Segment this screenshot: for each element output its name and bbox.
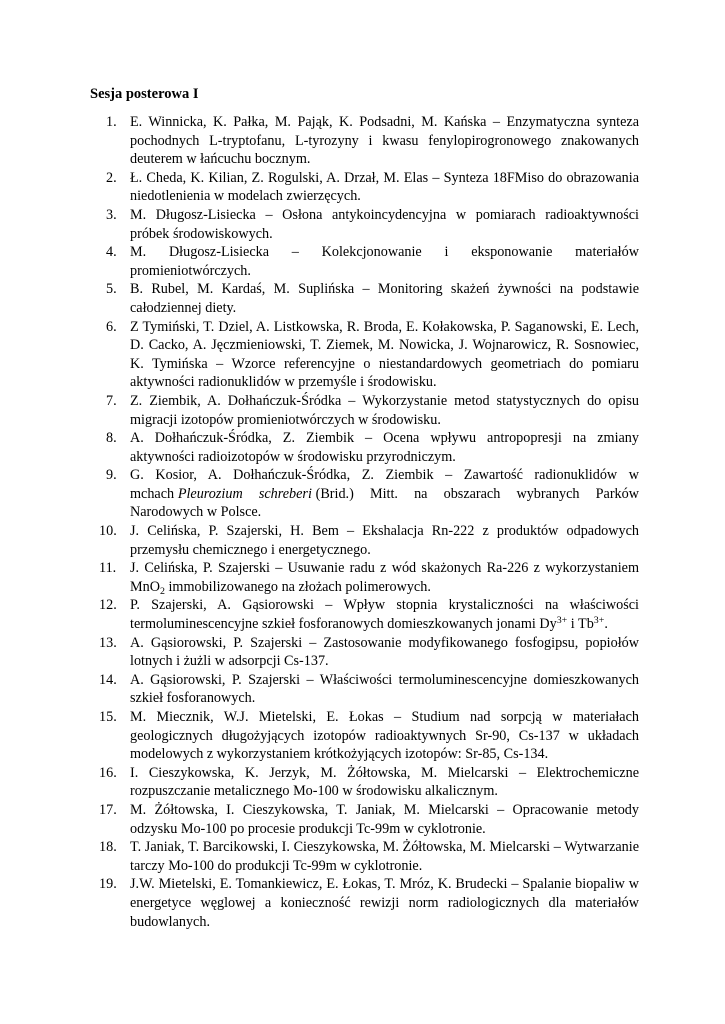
poster-list [90,113,639,931]
item-number: 18. [99,839,117,856]
item-word: materiałów [575,244,639,261]
item-text: immobilizowanego na złożach polimerowych. [164,578,431,595]
item-word: i [444,244,449,261]
list-item [90,169,639,206]
item-text: P. Szajerski, A. Gąsiorowski – Wpływ stopnia krystaliczności na właściwości termoluminescencyjne szkieł fosforanowych domieszkowanych jonami Dy [130,597,639,633]
item-number: 15. [99,709,117,725]
superscript: 3+ [593,615,605,627]
item-text: i Tb [567,616,594,633]
list-item [90,522,639,559]
item-text: M. Żółtowska, I. Cieszykowska, T. Janiak, M. Mielcarski – Opracowanie metody odzysku Mo-100 po procesie produkcji Tc-99m w cyklotronie. [130,801,639,837]
list-item [90,875,639,931]
item-number: 8. [106,430,117,447]
item-text: I. Cieszykowska, K. Jerzyk, M. Żółtowska, M. Mielcarski – Elektrochemiczne rozpuszczanie metalicznego Mo-100 w środowisku alkalicznym. [130,764,639,800]
item-word: – [291,244,299,261]
item-text: J. Celińska, P. Szajerski – Usuwanie radu z wód skażonych Ra-226 z wykorzystaniem MnO [130,560,639,595]
subscript: 2 [159,585,165,597]
item-number: 9. [106,467,117,484]
list-item [90,838,639,875]
item-text: (Brid.) Mitt. na obszarach wybranych Parków Narodowych w Polsce. [130,485,639,521]
item-text: Z. Ziembik, A. Dołhańczuk-Śródka – Wykorzystanie metod statystycznych do opisu migracji izotopów promieniotwórczych w środowisku. [130,392,639,428]
item-text: M. Długosz-Lisiecka – Osłona antykoincydencyjna w pomiarach radioaktywności próbek środowiskowych. [130,206,639,242]
item-number: 11. [99,560,117,577]
list-item [90,206,639,243]
item-text: E. Winnicka, K. Pałka, M. Pająk, K. Podsadni, M. Kańska – Enzymatyczna synteza pochodnych L-tryptofanu, L-tyrozyny i kwasu fenylopirogronowego znakowanych deuterem w łańcuchu bocznym. [130,114,639,168]
list-item [90,671,639,708]
item-text: B. Rubel, M. Kardaś, M. Suplińska – Monitoring skażeń żywności na podstawie całodziennej diety. [130,281,639,316]
item-number: 6. [106,318,117,335]
list-item [90,392,639,429]
item-text: promieniotwórczych. [130,262,251,279]
item-number: 14. [99,671,117,688]
section-heading: Sesja posterowa I [90,86,199,102]
item-number: 10. [99,523,117,540]
item-text: Ł. Cheda, K. Kilian, Z. Rogulski, A. Drzał, M. Elas – Synteza 18FMiso do obrazowania niedotlenienia w modelach zwierzęcych. [130,169,639,205]
item-number: 12. [99,597,117,614]
item-number: 19. [99,876,117,893]
list-item [90,801,639,838]
item-word: Długosz-Lisiecka [168,244,270,261]
item-number: 5. [106,281,117,298]
item-text: A. Gąsiorowski, P. Szajerski – Zastosowanie modyfikowanego fosfogipsu, popiołów lotnych i żużli w adsorpcji Cs-137. [130,634,639,670]
item-number: 16. [99,764,117,781]
list-item [90,429,639,466]
list-item [90,243,639,280]
item-number: 4. [106,244,117,261]
list-item [90,708,639,764]
list-item [90,634,639,671]
item-text: Z Tymiński, T. Dziel, A. Listkowska, R. Broda, E. Kołakowska, P. Saganowski, E. Lech, D. Cacko, A. Jęczmieniowski, T. Ziemek, M. Nowicka, J. Wojnarowicz, R. Sosnowiec, K. Tymińska – Wzorce referencyjne o niestandardowych geometriach do pomiaru aktywności radionuklidów w przemyśle i środowisku. [130,318,639,391]
item-number: 1. [106,114,117,130]
item-number: 2. [106,169,117,186]
list-item [90,318,639,392]
item-text: G. Kosior, A. Dołhańczuk-Śródka, Z. Ziembik – Zawartość radionuklidów w mchach [130,467,639,502]
item-number: 7. [106,392,117,409]
list-item [90,596,639,633]
item-text: . [604,616,608,633]
item-text: J. Celińska, P. Szajerski, H. Bem – Ekshalacja Rn-222 z produktów odpadowych przemysłu chemicznego i energetycznego. [130,523,639,558]
item-text: J.W. Mietelski, E. Tomankiewicz, E. Łokas, T. Mróz, K. Brudecki – Spalanie biopaliw w energetyce węglowej a konieczność rewizji norm radiologicznych dla materiałów budowlanych. [130,876,639,930]
list-item [90,559,639,596]
list-item [90,280,639,317]
item-text: A. Dołhańczuk-Śródka, Z. Ziembik – Ocena wpływu antropopresji na zmiany aktywności radioizotopów w środowisku przyrodniczym. [130,430,639,465]
item-word: Kolekcjonowanie [321,244,422,261]
item-number: 13. [99,634,117,651]
list-item [90,764,639,801]
item-word: M. [130,244,147,261]
item-word: eksponowanie [471,244,553,261]
item-number: 3. [106,206,117,223]
item-text: A. Gąsiorowski, P. Szajerski – Właściwości termoluminescencyjne domieszkowanych szkieł fosforanowych. [130,671,639,707]
species-name: Pleurozium schreberi [177,485,312,502]
list-item [90,466,639,522]
item-text: M. Miecznik, W.J. Mietelski, E. Łokas – Studium nad sorpcją w materiałach geologicznych długożyjących izotopów radioaktywnych Sr-90, Cs-137 w układach modelowych z wykorzystaniem krótkożyjących izotopów: Sr-85, Cs-134. [130,709,639,763]
item-text: T. Janiak, T. Barcikowski, I. Cieszykowska, M. Żółtowska, M. Mielcarski – Wytwarzanie tarczy Mo-100 do produkcji Tc-99m w cyklotronie. [130,839,639,874]
item-number: 17. [99,801,117,818]
list-item [90,113,639,169]
superscript: 3+ [556,615,568,627]
item-text-line [130,243,639,262]
